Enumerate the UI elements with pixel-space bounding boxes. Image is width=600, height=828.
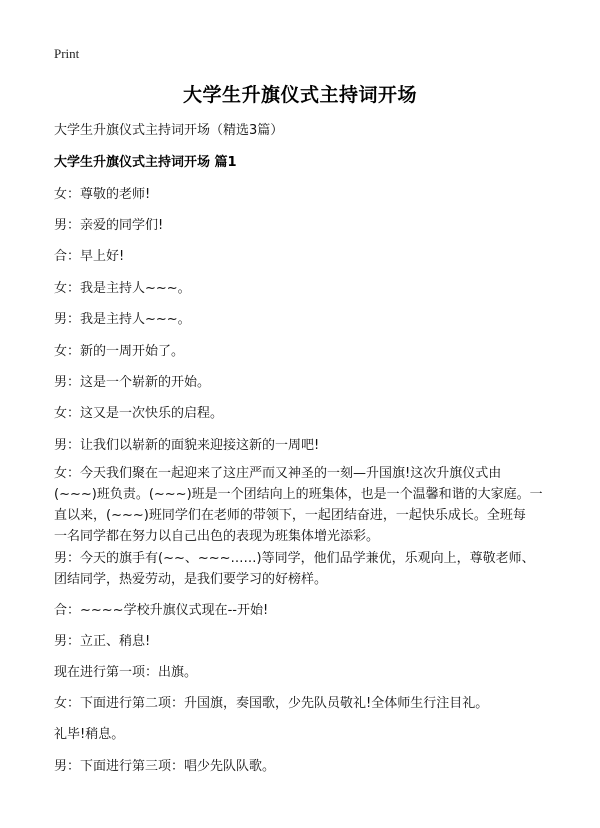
paragraph-line: 一名同学都在努力以自己出色的表现为班集体增光添彩。 [54, 529, 380, 544]
section-heading: 大学生升旗仪式主持词开场 篇1 [54, 155, 237, 170]
dialogue-line: 合：~~~~学校升旗仪式现在--开始! [54, 603, 269, 618]
dialogue-line: 女：尊敬的老师! [54, 187, 151, 202]
dialogue-line: 男：我是主持人~~~。 [54, 312, 191, 327]
dialogue-line: 男：立正、稍息! [54, 634, 151, 649]
page-title: 大学生升旗仪式主持词开场 [182, 84, 417, 106]
paragraph-line: 团结同学，热爱劳动，是我们要学习的好榜样。 [54, 572, 328, 587]
dialogue-line: 男：亲爱的同学们! [54, 218, 164, 233]
paragraph-line: (~~~)班负责。(~~~)班是一个团结向上的班集体，也是一个温馨和谐的大家庭。一 [54, 487, 543, 502]
document-subtitle: 大学生升旗仪式主持词开场（精选3篇） [54, 123, 284, 138]
dialogue-line: 合：早上好! [54, 249, 125, 264]
dialogue-line: 男：这是一个崭新的开始。 [54, 375, 211, 390]
paragraph-line: 直以来，(~~~)班同学们在老师的带领下，一起团结奋进，一起快乐成长。全班每 [54, 508, 526, 523]
dialogue-line: 女：新的一周开始了。 [54, 344, 185, 359]
dialogue-line: 男：下面进行第三项：唱少先队队歌。 [54, 759, 276, 774]
dialogue-line: 女：下面进行第二项：升国旗，奏国歌，少先队员敬礼!全体师生行注目礼。 [54, 696, 489, 711]
paragraph-line: 男：今天的旗手有(~~、~~~……)等同学，他们品学兼优，乐观向上，尊敬老师、 [54, 551, 535, 566]
dialogue-line: 男：让我们以崭新的面貌来迎接这新的一周吧! [54, 438, 320, 453]
dialogue-line: 礼毕!稍息。 [54, 727, 125, 742]
paragraph-flag-bearers [54, 548, 552, 590]
paragraph-class-intro [54, 463, 552, 547]
dialogue-line: 女：这又是一次快乐的启程。 [54, 406, 224, 421]
print-link[interactable]: Print [54, 46, 80, 61]
paragraph-line: 女：今天我们聚在一起迎来了这庄严而又神圣的一刻—升国旗!这次升旗仪式由 [54, 466, 502, 481]
dialogue-line: 现在进行第一项：出旗。 [54, 665, 198, 680]
dialogue-line: 女：我是主持人~~~。 [54, 281, 191, 296]
